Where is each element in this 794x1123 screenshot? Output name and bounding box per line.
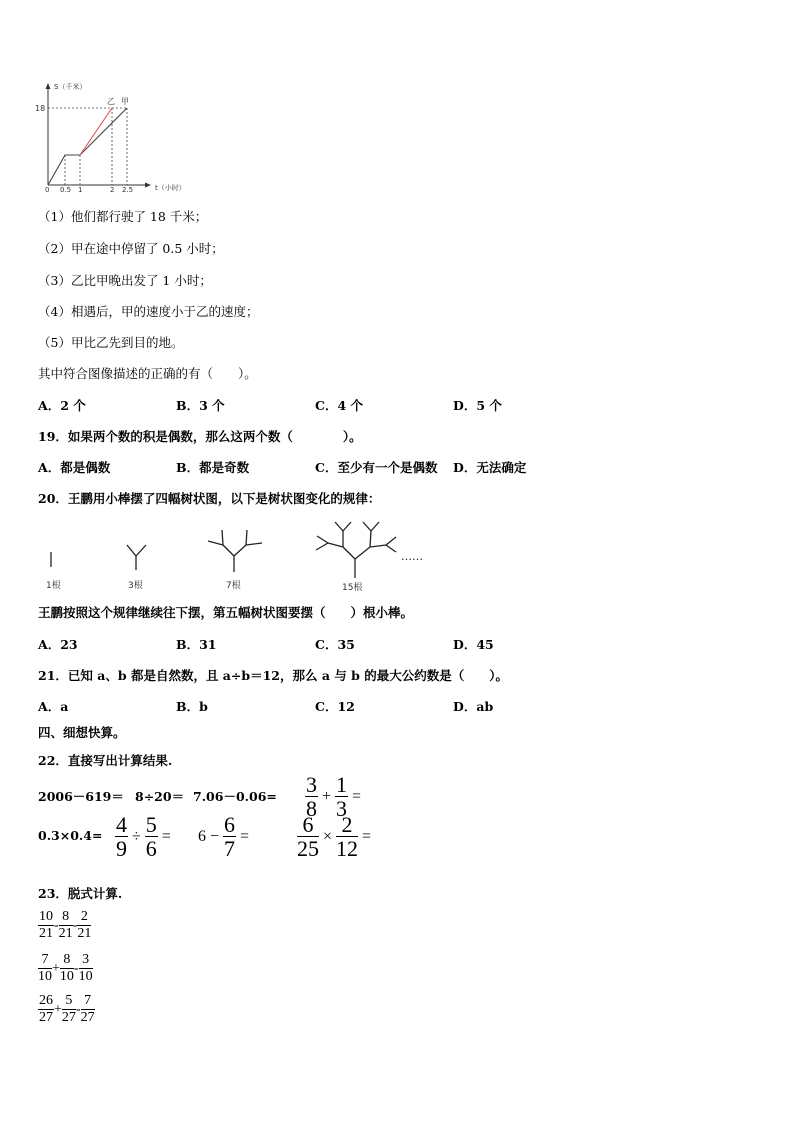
tree-2 xyxy=(127,545,146,570)
q21-question: 21．已知 a、b 都是自然数，且 a÷b＝12，那么 a 与 b 的最大公约数是（ ）。 xyxy=(38,668,508,683)
y-tick-18: 18 xyxy=(35,104,46,113)
q19-option-b[interactable]: B．都是奇数 xyxy=(176,460,250,475)
tree-4-label: 15根 xyxy=(342,583,363,593)
y-axis-label: S（千米） xyxy=(54,83,87,91)
statement-5: （5）甲比乙先到目的地。 xyxy=(38,335,184,350)
q22-fraction-expr-d: $\frac{6}{25}$ × $\frac{2}{12}$ = xyxy=(297,812,372,862)
x-tick-0-5: 0.5 xyxy=(60,186,72,194)
q20-option-d[interactable]: D．45 xyxy=(453,637,494,652)
q20-question: 20．王鹏用小棒摆了四幅树状图，以下是树状图变化的规律： xyxy=(38,491,381,506)
x-tick-2-5: 2.5 xyxy=(122,186,134,194)
q19-option-a[interactable]: A．都是偶数 xyxy=(38,460,111,475)
q18-option-b[interactable]: B．3 个 xyxy=(176,398,225,413)
q19-option-c[interactable]: C．至少有一个是偶数 xyxy=(315,460,438,475)
q18-option-c[interactable]: C．4 个 xyxy=(315,398,363,413)
statement-3: （3）乙比甲晚出发了 1 小时； xyxy=(38,273,212,288)
x-tick-1: 1 xyxy=(78,186,83,194)
q21-option-a[interactable]: A．a xyxy=(38,699,69,714)
line-yi xyxy=(80,108,112,155)
statement-1: （1）他们都行驶了 18 千米； xyxy=(38,209,208,224)
q21-option-d[interactable]: D．ab xyxy=(453,699,494,714)
q18-option-a[interactable]: A．2 个 xyxy=(38,398,86,413)
x-axis-arrow xyxy=(145,183,151,188)
q23-title: 23．脱式计算. xyxy=(38,886,123,901)
q21-option-c[interactable]: C．12 xyxy=(315,699,355,714)
distance-time-graph xyxy=(30,80,190,195)
q22-item-5: 0.3×0.4= xyxy=(38,828,103,843)
q22-item-3: 7.06－0.06= xyxy=(193,789,277,804)
q21-option-b[interactable]: B．b xyxy=(176,699,208,714)
x-tick-2: 2 xyxy=(110,186,115,194)
q19-question: 19．如果两个数的积是偶数，那么这两个数（ ）。 xyxy=(38,429,362,444)
tree-4 xyxy=(316,522,396,578)
y-axis-arrow xyxy=(46,83,51,89)
tree-3-label: 7根 xyxy=(226,581,241,591)
q20-option-a[interactable]: A．23 xyxy=(38,637,78,652)
tree-figures xyxy=(30,512,440,597)
q18-option-d[interactable]: D．5 个 xyxy=(453,398,502,413)
q22-item-1: 2006－619＝ xyxy=(38,789,124,804)
line-jia xyxy=(48,108,127,185)
q23-expr-2: $\frac{7}{10}$ + $\frac{8}{10}$ - $\frac{3}{10}$ xyxy=(38,952,93,984)
q20-option-b[interactable]: B．31 xyxy=(176,637,217,652)
q22-fraction-expr-c: 6 − $\frac{6}{7}$ = xyxy=(198,812,250,862)
tree-1-label: 1根 xyxy=(46,581,61,591)
q22-title: 22．直接写出计算结果. xyxy=(38,753,173,768)
q23-expr-1: $\frac{10}{21}$ - $\frac{8}{21}$ - $\frac{2}{21}$ xyxy=(39,909,92,941)
q22-fraction-expr-a: $\frac{3}{8}$ + $\frac{1}{3}$ = xyxy=(306,772,362,822)
q23-expr-3: $\frac{26}{27}$ + $\frac{5}{27}$ - $\frac{7}{27}$ xyxy=(39,993,95,1025)
q20-prompt: 王鹏按照这个规律继续往下摆，第五幅树状图要摆（ ）根小棒。 xyxy=(38,605,414,620)
label-jia: 甲 xyxy=(121,97,129,106)
statement-2: （2）甲在途中停留了 0.5 小时； xyxy=(38,241,224,256)
tree-ellipsis: …… xyxy=(401,550,423,563)
q22-item-2: 8÷20＝ xyxy=(135,789,185,804)
q18-prompt: 其中符合图像描述的正确的有（ ）。 xyxy=(38,366,257,381)
tree-2-label: 3根 xyxy=(128,581,143,591)
section-4-heading: 四、细想快算。 xyxy=(38,725,126,740)
x-tick-0: 0 xyxy=(45,186,50,194)
label-yi: 乙 xyxy=(107,97,115,106)
statement-4: （4）相遇后，甲的速度小于乙的速度； xyxy=(38,304,259,319)
tree-3 xyxy=(208,530,262,572)
q19-option-d[interactable]: D．无法确定 xyxy=(453,460,527,475)
x-axis-label: t（小时） xyxy=(155,184,186,192)
q20-option-c[interactable]: C．35 xyxy=(315,637,355,652)
q22-fraction-expr-b: $\frac{4}{9}$ ÷ $\frac{5}{6}$ = xyxy=(116,812,171,862)
